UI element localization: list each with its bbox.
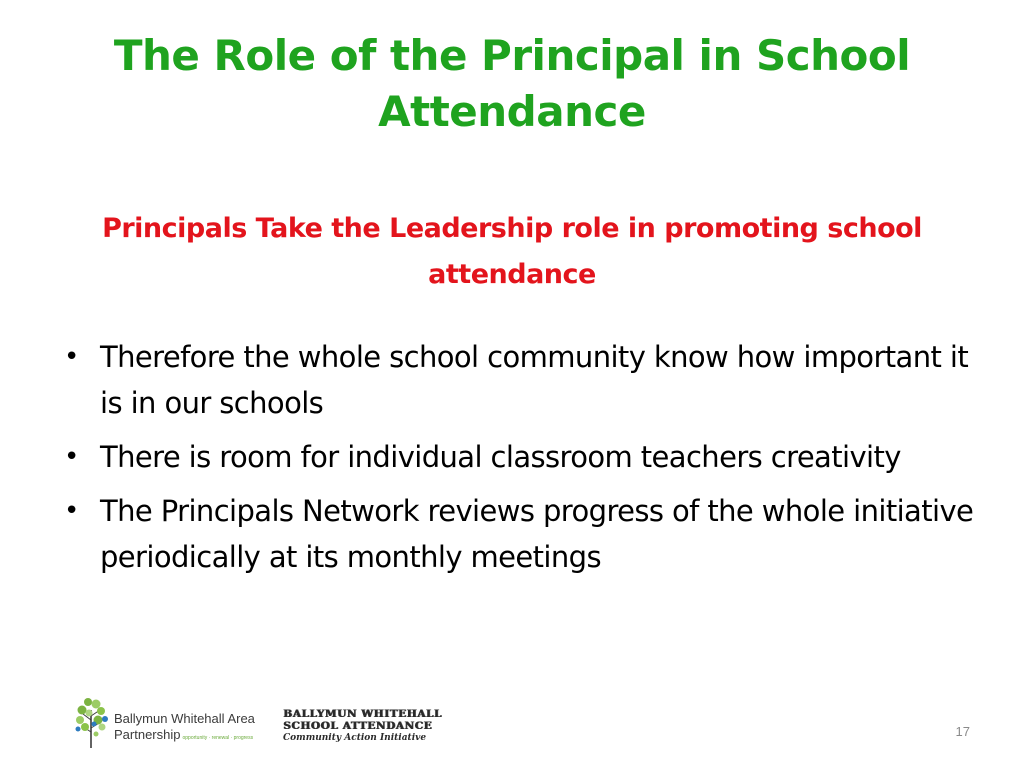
school-attendance-logo bbox=[283, 708, 463, 754]
partnership-tagline: opportunity · renewal · progress bbox=[182, 735, 254, 741]
partnership-logo bbox=[74, 696, 270, 752]
bullet-text: The Principals Network reviews progress of the whole initiative periodically at its monthly meetings bbox=[100, 494, 974, 574]
bullet-list bbox=[58, 334, 988, 588]
bullet-item bbox=[58, 334, 988, 426]
bullet-item bbox=[58, 434, 988, 480]
slide-subtitle: Principals Take the Leadership role in promoting school attendance bbox=[102, 213, 922, 290]
partnership-name bbox=[114, 711, 255, 746]
bullet-dot-icon: • bbox=[64, 442, 79, 472]
attendance-logo-line2: SCHOOL ATTENDANCE bbox=[283, 720, 433, 732]
tree-icon bbox=[74, 696, 114, 752]
partnership-name-line1: Ballymun Whitehall Area bbox=[114, 711, 255, 726]
page-number: 17 bbox=[955, 724, 970, 739]
bullet-dot-icon: • bbox=[64, 496, 79, 526]
bullet-item bbox=[58, 488, 988, 580]
attendance-logo-line3: Community Action Initiative bbox=[283, 733, 427, 743]
attendance-logo-line1: BALLYMUN WHITEHALL bbox=[283, 708, 442, 720]
slide-title: The Role of the Principal in School Attendance bbox=[113, 31, 911, 136]
bullet-dot-icon: • bbox=[64, 342, 79, 372]
partnership-name-line2: Partnership bbox=[114, 727, 181, 742]
bullet-text: There is room for individual classroom teachers creativity bbox=[100, 440, 901, 474]
bullet-text: Therefore the whole school community know how important it is in our schools bbox=[100, 340, 969, 420]
